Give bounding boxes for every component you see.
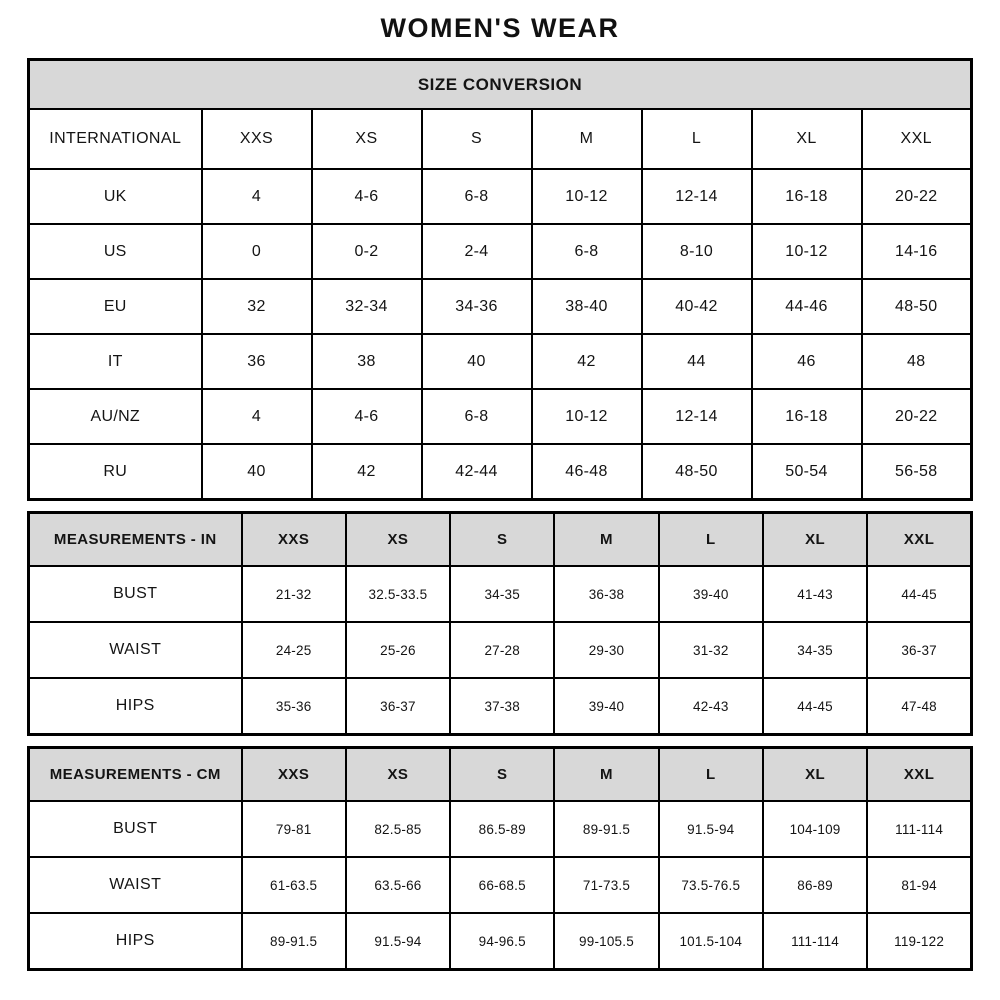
value-cell: 27-28	[450, 622, 554, 678]
value-cell: 4-6	[312, 169, 422, 224]
value-cell: 79-81	[242, 801, 346, 857]
header-cell-xxl: XXL	[867, 513, 971, 567]
value-cell: 39-40	[659, 566, 763, 622]
size_conversion-row-uk	[29, 169, 972, 224]
value-cell: 6-8	[532, 224, 642, 279]
value-cell: 2-4	[422, 224, 532, 279]
table-caption: SIZE CONVERSION	[29, 60, 972, 110]
value-cell: 111-114	[763, 913, 867, 970]
value-cell: 4-6	[312, 389, 422, 444]
value-cell: 91.5-94	[346, 913, 450, 970]
value-cell: 21-32	[242, 566, 346, 622]
value-cell: 89-91.5	[554, 801, 658, 857]
value-cell: 36-37	[867, 622, 971, 678]
header-cell-l: L	[659, 513, 763, 567]
measurements_in-row-bust	[29, 566, 972, 622]
value-cell: 10-12	[532, 389, 642, 444]
value-cell: 32-34	[312, 279, 422, 334]
header-cell-xl: XL	[763, 513, 867, 567]
value-cell: 8-10	[642, 224, 752, 279]
measurements-cm-table-body	[29, 748, 972, 970]
header-cell-xl: XL	[763, 748, 867, 802]
header-cell-xxl: XXL	[862, 109, 972, 169]
header-cell-xs: XS	[346, 513, 450, 567]
value-cell: 48-50	[862, 279, 972, 334]
row-label: RU	[29, 444, 202, 500]
value-cell: 94-96.5	[450, 913, 554, 970]
measurements_cm-row-hips	[29, 913, 972, 970]
value-cell: 39-40	[554, 678, 658, 735]
value-cell: 101.5-104	[659, 913, 763, 970]
value-cell: 10-12	[752, 224, 862, 279]
size_conversion-row-ru	[29, 444, 972, 500]
size-conversion-table	[27, 58, 973, 501]
header-cell-m: M	[532, 109, 642, 169]
row-label: HIPS	[29, 678, 242, 735]
header-cell-m: M	[554, 748, 658, 802]
value-cell: 34-35	[450, 566, 554, 622]
measurements-in-table	[27, 511, 973, 736]
header-cell-m: M	[554, 513, 658, 567]
value-cell: 4	[202, 389, 312, 444]
header-cell-international: INTERNATIONAL	[29, 109, 202, 169]
value-cell: 20-22	[862, 389, 972, 444]
value-cell: 40	[202, 444, 312, 500]
size_conversion-row-it	[29, 334, 972, 389]
size_conversion-header-row	[29, 109, 972, 169]
value-cell: 31-32	[659, 622, 763, 678]
value-cell: 25-26	[346, 622, 450, 678]
value-cell: 56-58	[862, 444, 972, 500]
value-cell: 12-14	[642, 169, 752, 224]
value-cell: 35-36	[242, 678, 346, 735]
value-cell: 104-109	[763, 801, 867, 857]
value-cell: 63.5-66	[346, 857, 450, 913]
row-label: BUST	[29, 566, 242, 622]
value-cell: 42-43	[659, 678, 763, 735]
value-cell: 48	[862, 334, 972, 389]
value-cell: 44-45	[867, 566, 971, 622]
value-cell: 6-8	[422, 169, 532, 224]
value-cell: 48-50	[642, 444, 752, 500]
measurements_in-row-hips	[29, 678, 972, 735]
value-cell: 44	[642, 334, 752, 389]
value-cell: 37-38	[450, 678, 554, 735]
value-cell: 42	[532, 334, 642, 389]
size_conversion-row-us	[29, 224, 972, 279]
row-label: US	[29, 224, 202, 279]
header-cell-xxs: XXS	[202, 109, 312, 169]
value-cell: 38	[312, 334, 422, 389]
header-cell-l: L	[659, 748, 763, 802]
value-cell: 4	[202, 169, 312, 224]
size_conversion-row-eu	[29, 279, 972, 334]
value-cell: 0-2	[312, 224, 422, 279]
row-label: HIPS	[29, 913, 242, 970]
value-cell: 20-22	[862, 169, 972, 224]
value-cell: 40-42	[642, 279, 752, 334]
header-cell-l: L	[642, 109, 752, 169]
value-cell: 16-18	[752, 169, 862, 224]
size_conversion-row-au-nz	[29, 389, 972, 444]
value-cell: 34-36	[422, 279, 532, 334]
value-cell: 36	[202, 334, 312, 389]
value-cell: 10-12	[532, 169, 642, 224]
value-cell: 71-73.5	[554, 857, 658, 913]
size_conversion-caption-row	[29, 60, 972, 110]
value-cell: 36-37	[346, 678, 450, 735]
row-label: BUST	[29, 801, 242, 857]
value-cell: 6-8	[422, 389, 532, 444]
measurements_cm-row-waist	[29, 857, 972, 913]
value-cell: 111-114	[867, 801, 971, 857]
value-cell: 16-18	[752, 389, 862, 444]
header-cell-s: S	[422, 109, 532, 169]
value-cell: 46-48	[532, 444, 642, 500]
measurements_in-header-row	[29, 513, 972, 567]
value-cell: 38-40	[532, 279, 642, 334]
measurements_cm-row-bust	[29, 801, 972, 857]
header-cell-xl: XL	[752, 109, 862, 169]
value-cell: 46	[752, 334, 862, 389]
header-cell-measurements-cm: MEASUREMENTS - CM	[29, 748, 242, 802]
header-cell-s: S	[450, 748, 554, 802]
row-label: UK	[29, 169, 202, 224]
header-cell-xxl: XXL	[867, 748, 971, 802]
value-cell: 119-122	[867, 913, 971, 970]
value-cell: 50-54	[752, 444, 862, 500]
value-cell: 89-91.5	[242, 913, 346, 970]
value-cell: 42-44	[422, 444, 532, 500]
row-label: WAIST	[29, 622, 242, 678]
value-cell: 47-48	[867, 678, 971, 735]
measurements_in-row-waist	[29, 622, 972, 678]
value-cell: 0	[202, 224, 312, 279]
value-cell: 99-105.5	[554, 913, 658, 970]
row-label: WAIST	[29, 857, 242, 913]
value-cell: 24-25	[242, 622, 346, 678]
value-cell: 66-68.5	[450, 857, 554, 913]
value-cell: 32	[202, 279, 312, 334]
measurements_cm-header-row	[29, 748, 972, 802]
measurements-cm-table	[27, 746, 973, 971]
row-label: EU	[29, 279, 202, 334]
value-cell: 82.5-85	[346, 801, 450, 857]
value-cell: 40	[422, 334, 532, 389]
page-title: WOMEN'S WEAR	[380, 13, 620, 43]
value-cell: 29-30	[554, 622, 658, 678]
value-cell: 91.5-94	[659, 801, 763, 857]
value-cell: 34-35	[763, 622, 867, 678]
value-cell: 81-94	[867, 857, 971, 913]
header-cell-measurements-in: MEASUREMENTS - IN	[29, 513, 242, 567]
value-cell: 61-63.5	[242, 857, 346, 913]
measurements-in-table-body	[29, 513, 972, 735]
header-cell-xs: XS	[346, 748, 450, 802]
value-cell: 86-89	[763, 857, 867, 913]
value-cell: 44-46	[752, 279, 862, 334]
value-cell: 42	[312, 444, 422, 500]
value-cell: 44-45	[763, 678, 867, 735]
size-conversion-table-body	[29, 60, 972, 500]
value-cell: 36-38	[554, 566, 658, 622]
header-cell-xs: XS	[312, 109, 422, 169]
row-label: IT	[29, 334, 202, 389]
value-cell: 14-16	[862, 224, 972, 279]
value-cell: 12-14	[642, 389, 752, 444]
value-cell: 86.5-89	[450, 801, 554, 857]
header-cell-xxs: XXS	[242, 513, 346, 567]
header-cell-s: S	[450, 513, 554, 567]
value-cell: 32.5-33.5	[346, 566, 450, 622]
value-cell: 73.5-76.5	[659, 857, 763, 913]
header-cell-xxs: XXS	[242, 748, 346, 802]
value-cell: 41-43	[763, 566, 867, 622]
row-label: AU/NZ	[29, 389, 202, 444]
